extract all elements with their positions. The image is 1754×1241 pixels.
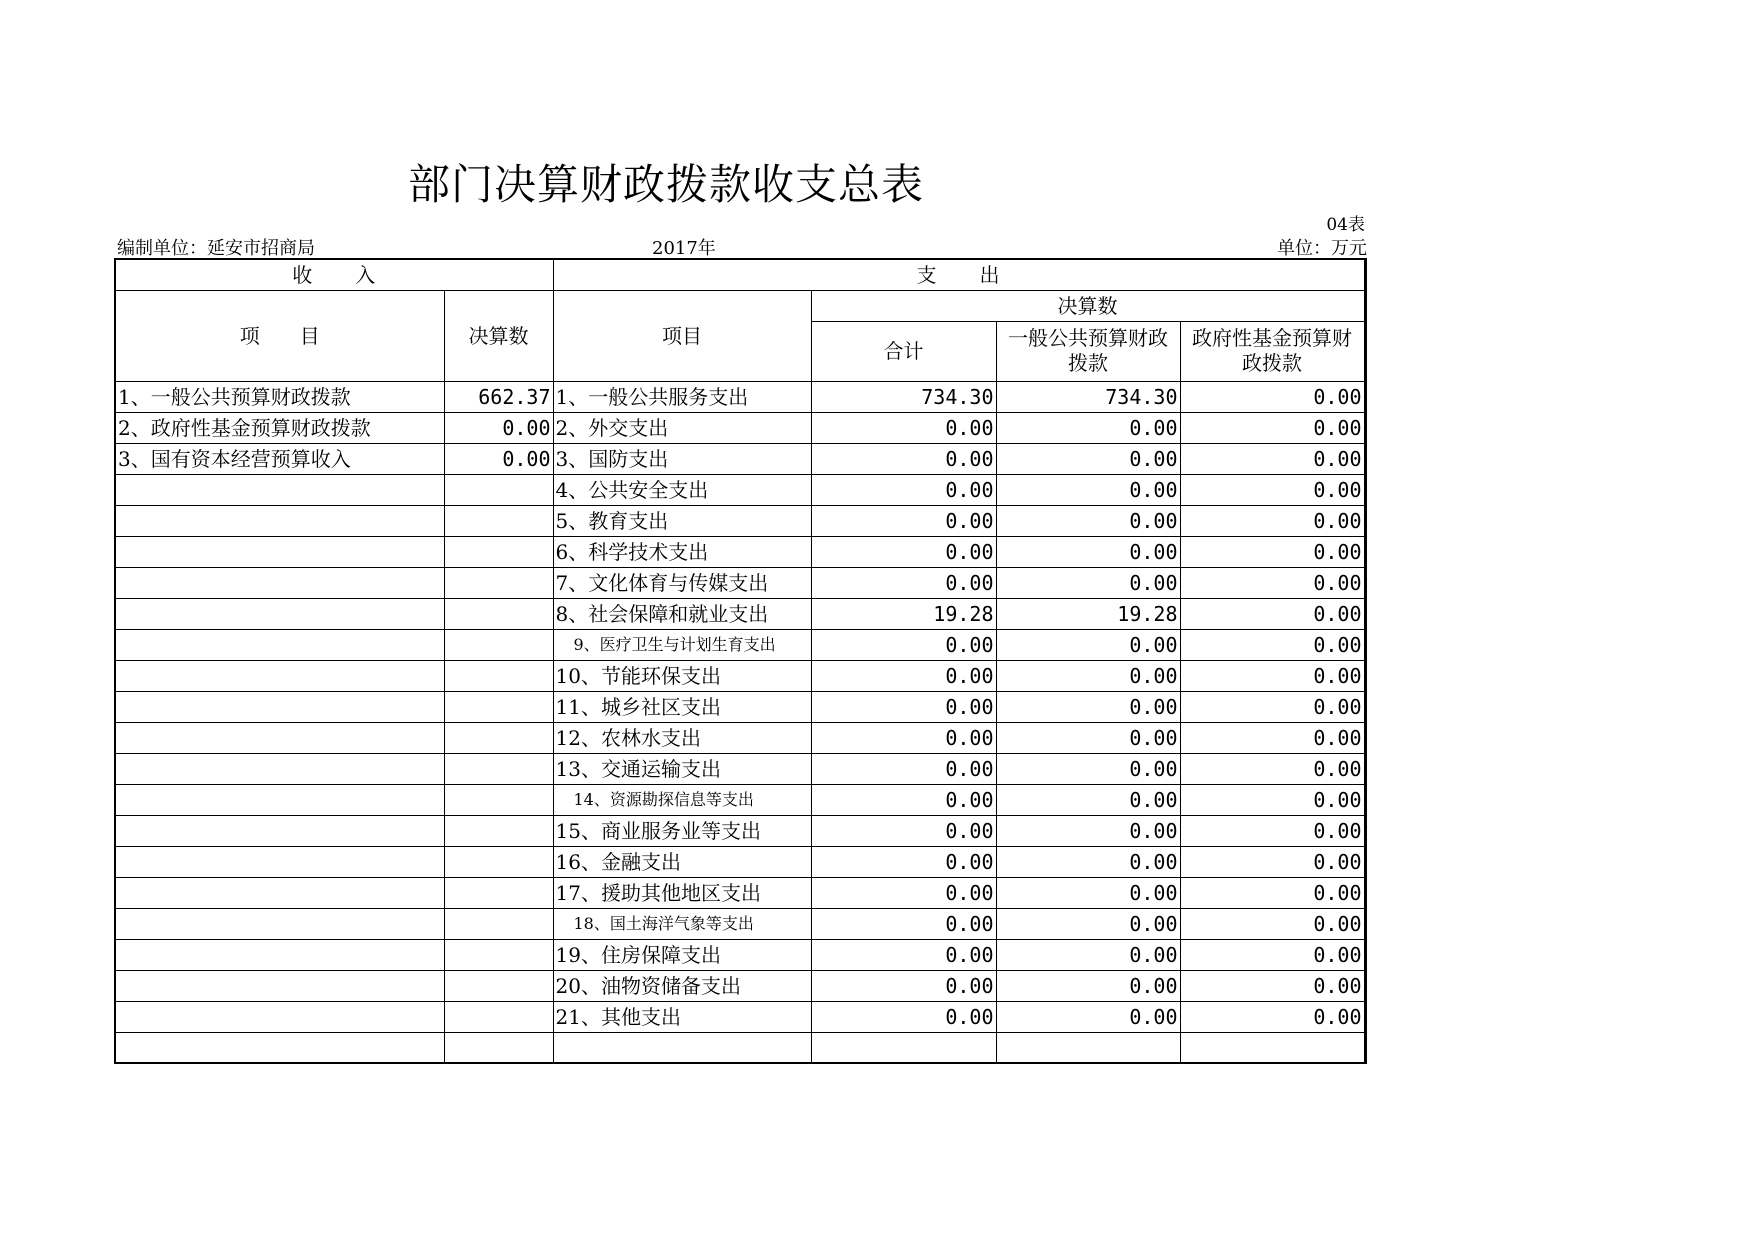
expense-item-header: 项目 — [553, 290, 811, 381]
income-amount-cell — [444, 536, 553, 567]
table-row — [115, 722, 1365, 753]
expense-item-cell: 18、国土海洋气象等支出 — [553, 908, 811, 939]
gov-fund-cell: 0.00 — [1180, 691, 1365, 722]
expense-item-cell: 2、外交支出 — [553, 412, 811, 443]
total-cell: 0.00 — [811, 474, 996, 505]
expense-item-cell: 9、医疗卫生与计划生育支出 — [553, 629, 811, 660]
table-row — [115, 784, 1365, 815]
table-row — [115, 412, 1365, 443]
gov-fund-cell: 0.00 — [1180, 598, 1365, 629]
income-item-cell — [115, 567, 444, 598]
expense-item-cell: 6、科学技术支出 — [553, 536, 811, 567]
table-row — [115, 505, 1365, 536]
gov-fund-cell: 0.00 — [1180, 939, 1365, 970]
gov-fund-cell: 0.00 — [1180, 505, 1365, 536]
gov-fund-cell: 0.00 — [1180, 443, 1365, 474]
total-cell: 0.00 — [811, 567, 996, 598]
general-budget-cell: 0.00 — [996, 908, 1180, 939]
total-cell: 0.00 — [811, 753, 996, 784]
income-amount-header: 决算数 — [444, 290, 553, 381]
expense-amount-header: 决算数 — [811, 290, 1365, 321]
gov-fund-cell: 0.00 — [1180, 660, 1365, 691]
total-cell: 0.00 — [811, 660, 996, 691]
income-amount-cell — [444, 722, 553, 753]
total-cell: 0.00 — [811, 412, 996, 443]
table-row — [115, 908, 1365, 939]
expense-group-header: 支 出 — [553, 259, 1365, 290]
income-item-cell — [115, 598, 444, 629]
income-item-cell — [115, 536, 444, 567]
gov-fund-cell — [1180, 1032, 1365, 1063]
income-amount-cell — [444, 846, 553, 877]
income-amount-cell — [444, 908, 553, 939]
table-row — [115, 877, 1365, 908]
income-item-cell — [115, 629, 444, 660]
general-budget-cell: 0.00 — [996, 722, 1180, 753]
total-header: 合计 — [811, 321, 996, 381]
income-amount-cell: 0.00 — [444, 443, 553, 474]
income-amount-cell — [444, 505, 553, 536]
expense-item-cell: 7、文化体育与传媒支出 — [553, 567, 811, 598]
total-cell: 0.00 — [811, 784, 996, 815]
expense-item-cell: 12、农林水支出 — [553, 722, 811, 753]
gov-fund-cell: 0.00 — [1180, 567, 1365, 598]
page-title: 部门决算财政拨款收支总表 — [408, 160, 925, 209]
general-budget-cell: 0.00 — [996, 939, 1180, 970]
total-cell: 0.00 — [811, 1001, 996, 1032]
general-budget-cell: 0.00 — [996, 877, 1180, 908]
report-meta — [117, 234, 1367, 259]
general-budget-cell: 734.30 — [996, 381, 1180, 412]
income-amount-cell — [444, 1032, 553, 1063]
general-budget-header: 一般公共预算财政拨款 — [996, 321, 1180, 381]
table-row — [115, 536, 1365, 567]
gov-fund-cell: 0.00 — [1180, 629, 1365, 660]
income-amount-cell — [444, 629, 553, 660]
income-amount-cell — [444, 753, 553, 784]
income-amount-cell: 0.00 — [444, 412, 553, 443]
table-row — [115, 815, 1365, 846]
expense-item-cell: 14、资源勘探信息等支出 — [553, 784, 811, 815]
table-row — [115, 939, 1365, 970]
form-number: 04表 — [1326, 215, 1365, 235]
income-item-cell — [115, 660, 444, 691]
expense-item-cell: 13、交通运输支出 — [553, 753, 811, 784]
total-cell — [811, 1032, 996, 1063]
general-budget-cell: 0.00 — [996, 753, 1180, 784]
gov-fund-cell: 0.00 — [1180, 815, 1365, 846]
gov-fund-cell: 0.00 — [1180, 784, 1365, 815]
income-item-cell: 3、国有资本经营预算收入 — [115, 443, 444, 474]
income-amount-cell — [444, 1001, 553, 1032]
total-cell: 0.00 — [811, 536, 996, 567]
total-cell: 0.00 — [811, 877, 996, 908]
table-row — [115, 846, 1365, 877]
income-item-cell — [115, 908, 444, 939]
table-row — [115, 474, 1365, 505]
expense-item-cell: 19、住房保障支出 — [553, 939, 811, 970]
report-year: 2017年 — [652, 238, 716, 259]
general-budget-cell: 0.00 — [996, 412, 1180, 443]
income-amount-cell — [444, 598, 553, 629]
gov-fund-cell: 0.00 — [1180, 753, 1365, 784]
income-item-cell — [115, 474, 444, 505]
expense-item-cell: 5、教育支出 — [553, 505, 811, 536]
gov-fund-cell: 0.00 — [1180, 474, 1365, 505]
general-budget-cell: 19.28 — [996, 598, 1180, 629]
income-amount-cell — [444, 660, 553, 691]
income-group-header: 收 入 — [115, 259, 553, 290]
income-item-cell — [115, 815, 444, 846]
expense-item-cell: 17、援助其他地区支出 — [553, 877, 811, 908]
income-amount-cell — [444, 815, 553, 846]
total-cell: 0.00 — [811, 443, 996, 474]
expense-item-cell: 3、国防支出 — [553, 443, 811, 474]
expense-item-cell: 15、商业服务业等支出 — [553, 815, 811, 846]
income-item-cell: 2、政府性基金预算财政拨款 — [115, 412, 444, 443]
general-budget-cell: 0.00 — [996, 505, 1180, 536]
income-item-cell — [115, 939, 444, 970]
table-row — [115, 691, 1365, 722]
income-item-cell — [115, 846, 444, 877]
expense-item-cell: 21、其他支出 — [553, 1001, 811, 1032]
income-item-cell — [115, 691, 444, 722]
expense-item-cell: 20、油物资储备支出 — [553, 970, 811, 1001]
income-amount-cell: 662.37 — [444, 381, 553, 412]
income-item-cell: 1、一般公共预算财政拨款 — [115, 381, 444, 412]
income-item-cell — [115, 505, 444, 536]
general-budget-cell: 0.00 — [996, 536, 1180, 567]
general-budget-cell — [996, 1032, 1180, 1063]
income-item-cell — [115, 1032, 444, 1063]
expense-item-cell: 8、社会保障和就业支出 — [553, 598, 811, 629]
table-row — [115, 598, 1365, 629]
table-row — [115, 1032, 1365, 1063]
general-budget-cell: 0.00 — [996, 1001, 1180, 1032]
gov-fund-cell: 0.00 — [1180, 412, 1365, 443]
gov-fund-cell: 0.00 — [1180, 846, 1365, 877]
table-row — [115, 1001, 1365, 1032]
gov-fund-cell: 0.00 — [1180, 970, 1365, 1001]
total-cell: 0.00 — [811, 846, 996, 877]
income-item-cell — [115, 877, 444, 908]
gov-fund-cell: 0.00 — [1180, 877, 1365, 908]
gov-fund-cell: 0.00 — [1180, 536, 1365, 567]
total-cell: 0.00 — [811, 815, 996, 846]
income-item-cell — [115, 753, 444, 784]
total-cell: 0.00 — [811, 691, 996, 722]
compiling-unit: 编制单位：延安市招商局 — [117, 238, 315, 259]
table-row — [115, 660, 1365, 691]
total-cell: 0.00 — [811, 939, 996, 970]
total-cell: 0.00 — [811, 505, 996, 536]
expense-item-cell: 10、节能环保支出 — [553, 660, 811, 691]
income-amount-cell — [444, 474, 553, 505]
table-row — [115, 381, 1365, 412]
income-item-cell — [115, 1001, 444, 1032]
general-budget-cell: 0.00 — [996, 970, 1180, 1001]
income-item-cell — [115, 784, 444, 815]
general-budget-cell: 0.00 — [996, 691, 1180, 722]
general-budget-cell: 0.00 — [996, 784, 1180, 815]
income-item-cell — [115, 722, 444, 753]
general-budget-cell: 0.00 — [996, 443, 1180, 474]
table-row — [115, 443, 1365, 474]
expense-item-cell: 11、城乡社区支出 — [553, 691, 811, 722]
income-amount-cell — [444, 784, 553, 815]
general-budget-cell: 0.00 — [996, 474, 1180, 505]
total-cell: 734.30 — [811, 381, 996, 412]
table-row — [115, 567, 1365, 598]
total-cell: 0.00 — [811, 629, 996, 660]
expense-item-cell: 4、公共安全支出 — [553, 474, 811, 505]
gov-fund-cell: 0.00 — [1180, 722, 1365, 753]
income-amount-cell — [444, 939, 553, 970]
table-row — [115, 753, 1365, 784]
expense-item-cell — [553, 1032, 811, 1063]
gov-fund-header: 政府性基金预算财政拨款 — [1180, 321, 1365, 381]
total-cell: 0.00 — [811, 722, 996, 753]
expense-item-cell: 16、金融支出 — [553, 846, 811, 877]
gov-fund-cell: 0.00 — [1180, 381, 1365, 412]
income-amount-cell — [444, 567, 553, 598]
expense-item-cell: 1、一般公共服务支出 — [553, 381, 811, 412]
general-budget-cell: 0.00 — [996, 567, 1180, 598]
currency-unit: 单位：万元 — [1277, 238, 1367, 259]
total-cell: 0.00 — [811, 908, 996, 939]
general-budget-cell: 0.00 — [996, 629, 1180, 660]
income-amount-cell — [444, 877, 553, 908]
income-amount-cell — [444, 970, 553, 1001]
total-cell: 0.00 — [811, 970, 996, 1001]
income-item-cell — [115, 970, 444, 1001]
gov-fund-cell: 0.00 — [1180, 908, 1365, 939]
gov-fund-cell: 0.00 — [1180, 1001, 1365, 1032]
general-budget-cell: 0.00 — [996, 815, 1180, 846]
income-item-header: 项 目 — [115, 290, 444, 381]
fiscal-summary-table — [114, 258, 1367, 1064]
total-cell: 19.28 — [811, 598, 996, 629]
income-amount-cell — [444, 691, 553, 722]
table-row — [115, 970, 1365, 1001]
general-budget-cell: 0.00 — [996, 846, 1180, 877]
table-row — [115, 629, 1365, 660]
general-budget-cell: 0.00 — [996, 660, 1180, 691]
